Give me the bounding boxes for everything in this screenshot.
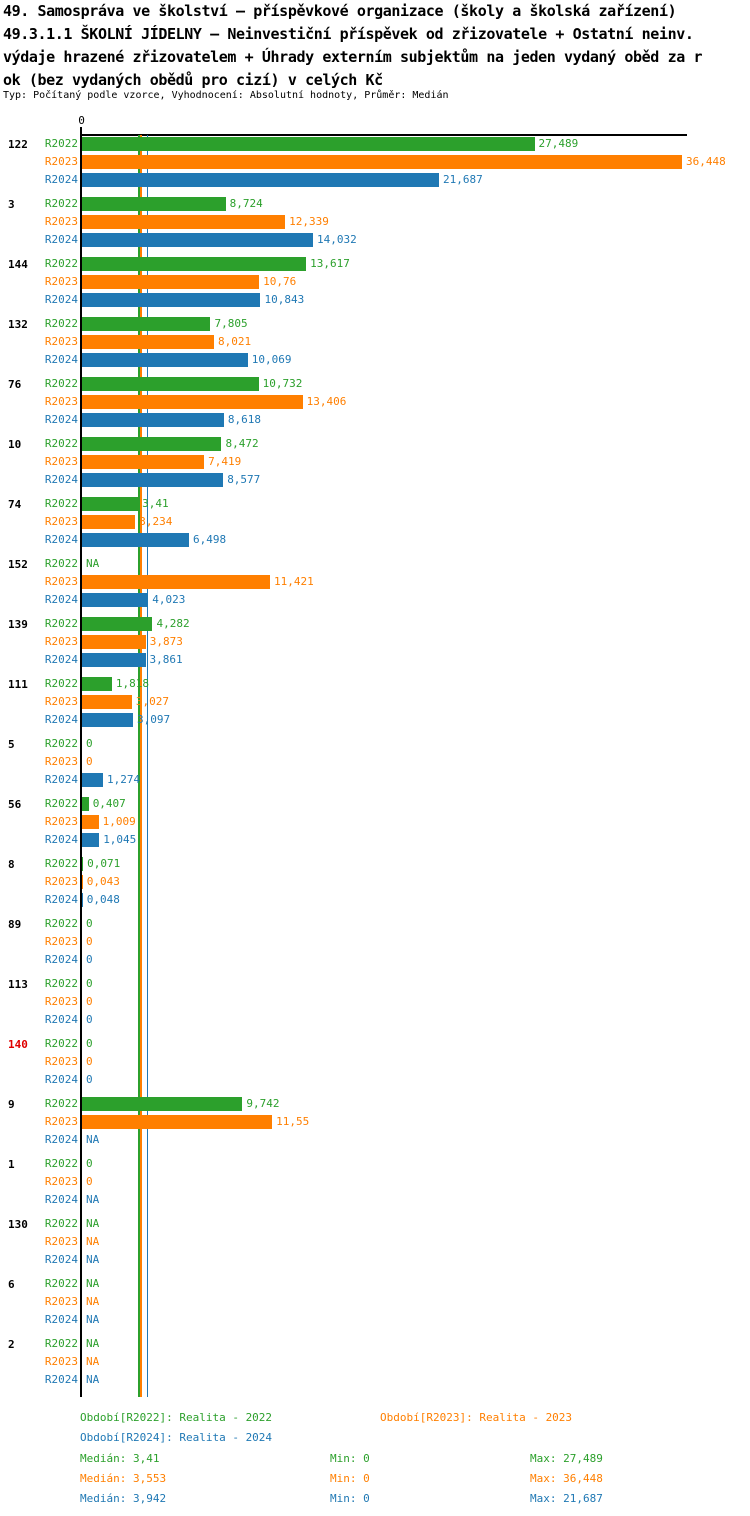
value-bar [82, 797, 89, 811]
series-year-label: R2023 [44, 1115, 78, 1128]
value-bar [82, 593, 148, 607]
series-year-label: R2023 [44, 155, 78, 168]
bar-row [0, 335, 750, 349]
value-label: 1,274 [106, 773, 141, 786]
value-bar [82, 815, 99, 829]
series-year-label: R2022 [44, 557, 78, 570]
value-label: NA [86, 557, 100, 570]
value-label: 12,339 [289, 215, 329, 228]
value-label: 3,861 [149, 653, 183, 666]
series-year-label: R2023 [44, 335, 78, 348]
series-year-label: R2024 [44, 173, 78, 186]
bar-row [0, 257, 750, 271]
group-id-label: 74 [8, 498, 22, 511]
series-year-label: R2023 [44, 1175, 78, 1188]
bar-row [0, 233, 750, 247]
bar-row [0, 875, 750, 889]
value-label: 6,498 [192, 533, 227, 546]
series-year-label: R2022 [44, 1337, 78, 1350]
bar-row [0, 1157, 750, 1171]
bar-row [0, 173, 750, 187]
value-label: NA [86, 1277, 100, 1290]
value-label: NA [86, 1373, 100, 1386]
value-bar [82, 635, 146, 649]
series-year-label: R2024 [44, 653, 78, 666]
value-bar [82, 833, 99, 847]
legend-median-r2022: Medián: 3,41 [80, 1452, 160, 1465]
series-year-label: R2024 [44, 1013, 78, 1026]
value-bar [82, 173, 439, 187]
series-year-label: R2023 [44, 1295, 78, 1308]
bar-row [0, 557, 750, 571]
legend-max-r2023: Max: 36,448 [530, 1472, 603, 1485]
value-label: 0 [86, 737, 93, 750]
series-year-label: R2023 [44, 875, 78, 888]
bar-row [0, 353, 750, 367]
value-label: 0 [86, 917, 93, 930]
group-id-label: 9 [8, 1098, 15, 1111]
value-bar [82, 275, 259, 289]
bar-row [0, 797, 750, 811]
bar-row [0, 1295, 750, 1309]
series-year-label: R2023 [44, 575, 78, 588]
series-year-label: R2023 [44, 275, 78, 288]
series-year-label: R2023 [44, 215, 78, 228]
value-bar [82, 137, 535, 151]
series-year-label: R2023 [44, 755, 78, 768]
value-bar [82, 353, 248, 367]
series-year-label: R2024 [44, 1373, 78, 1386]
chart-title-line-2: 49.3.1.1 ŠKOLNÍ JÍDELNY – Neinvestiční příspěvek od zřizovatele + Ostatní neinv. [3, 25, 694, 43]
value-bar [82, 215, 285, 229]
group-id-label: 111 [8, 678, 28, 691]
bar-row [0, 395, 750, 409]
bar-row [0, 815, 750, 829]
value-bar [82, 617, 152, 631]
bar-group-76 [0, 375, 750, 435]
bar-group-130 [0, 1215, 750, 1275]
series-year-label: R2022 [44, 137, 78, 150]
chart-title-line-1: 49. Samospráva ve školství – příspěvkové organizace (školy a školská zařízení) [3, 2, 677, 20]
value-label: 3,41 [142, 497, 169, 510]
series-year-label: R2022 [44, 1217, 78, 1230]
bar-row [0, 275, 750, 289]
bar-row [0, 1373, 750, 1387]
value-label: 8,021 [218, 335, 252, 348]
bar-row [0, 893, 750, 907]
value-label: 10,76 [263, 275, 297, 288]
value-bar [82, 893, 83, 907]
group-id-label: 76 [8, 378, 22, 391]
axis-zero-tick-label: 0 [78, 114, 85, 127]
value-label: 4,023 [152, 593, 186, 606]
series-year-label: R2022 [44, 377, 78, 390]
bar-row [0, 953, 750, 967]
bar-row [0, 473, 750, 487]
series-year-label: R2022 [44, 257, 78, 270]
group-id-label: 89 [8, 918, 22, 931]
series-year-label: R2024 [44, 833, 78, 846]
value-label: 8,577 [227, 473, 261, 486]
bar-row [0, 1097, 750, 1111]
bar-row [0, 1277, 750, 1291]
bar-group-144 [0, 255, 750, 315]
value-label: 0,407 [92, 797, 126, 810]
value-bar [82, 713, 133, 727]
series-year-label: R2024 [44, 1073, 78, 1086]
group-id-label: 152 [8, 558, 28, 571]
bar-group-5 [0, 735, 750, 795]
bar-row [0, 455, 750, 469]
value-bar [82, 875, 83, 889]
bar-row [0, 1235, 750, 1249]
bar-group-139 [0, 615, 750, 675]
value-label: 0,071 [87, 857, 121, 870]
value-bar [82, 515, 135, 529]
value-label: 10,843 [264, 293, 305, 306]
series-year-label: R2024 [44, 533, 78, 546]
bar-row [0, 617, 750, 631]
series-year-label: R2024 [44, 593, 78, 606]
value-label: 1,009 [102, 815, 136, 828]
series-year-label: R2022 [44, 497, 78, 510]
value-label: 0 [86, 755, 93, 768]
series-year-label: R2023 [44, 635, 78, 648]
bar-row [0, 1055, 750, 1069]
bar-row [0, 995, 750, 1009]
legend-period-r2023: Období[R2023]: Realita - 2023 [380, 1411, 573, 1424]
bar-row [0, 917, 750, 931]
legend-max-r2022: Max: 27,489 [530, 1452, 603, 1465]
series-year-label: R2023 [44, 1235, 78, 1248]
bar-group-1 [0, 1155, 750, 1215]
value-label: 13,406 [306, 395, 347, 408]
group-id-label: 2 [8, 1338, 15, 1351]
bar-row [0, 773, 750, 787]
bar-row [0, 593, 750, 607]
value-label: 1,045 [103, 833, 137, 846]
bar-row [0, 737, 750, 751]
bar-group-2 [0, 1335, 750, 1395]
value-label: 0 [86, 1157, 93, 1170]
series-year-label: R2022 [44, 677, 78, 690]
value-bar [82, 677, 112, 691]
value-bar [82, 533, 189, 547]
chart-subtitle-meta: Typ: Počítaný podle vzorce, Vyhodnocení: Absolutní hodnoty, Průměr: Medián [3, 90, 449, 101]
value-label: 0 [86, 995, 93, 1008]
value-label: 0,043 [86, 875, 120, 888]
value-label: 4,282 [156, 617, 190, 630]
legend-median-r2024: Medián: 3,942 [80, 1492, 167, 1505]
bar-group-9 [0, 1095, 750, 1155]
bar-row [0, 137, 750, 151]
group-id-label: 144 [8, 258, 28, 271]
group-id-label: 139 [8, 618, 28, 631]
group-id-label: 140 [8, 1038, 28, 1051]
bar-row [0, 413, 750, 427]
value-bar [82, 395, 303, 409]
series-year-label: R2023 [44, 935, 78, 948]
bar-row [0, 515, 750, 529]
series-year-label: R2022 [44, 1277, 78, 1290]
bar-row [0, 677, 750, 691]
series-year-label: R2023 [44, 1355, 78, 1368]
series-year-label: R2024 [44, 1313, 78, 1326]
bar-row [0, 197, 750, 211]
series-year-label: R2023 [44, 1055, 78, 1068]
value-label: 3,234 [139, 515, 173, 528]
bar-group-132 [0, 315, 750, 375]
value-bar [82, 1115, 272, 1129]
value-label: 11,421 [274, 575, 314, 588]
legend-min-r2022: Min: 0 [330, 1452, 370, 1465]
group-id-label: 130 [8, 1218, 28, 1231]
series-year-label: R2024 [44, 773, 78, 786]
series-year-label: R2022 [44, 317, 78, 330]
bar-group-89 [0, 915, 750, 975]
bar-row [0, 833, 750, 847]
value-label: 0 [86, 1175, 93, 1188]
group-id-label: 10 [8, 438, 22, 451]
bar-row [0, 215, 750, 229]
bar-row [0, 155, 750, 169]
value-bar [82, 293, 260, 307]
value-label: NA [86, 1313, 100, 1326]
series-year-label: R2022 [44, 197, 78, 210]
value-label: 11,55 [276, 1115, 310, 1128]
bar-row [0, 533, 750, 547]
value-bar [82, 257, 306, 271]
series-year-label: R2023 [44, 695, 78, 708]
value-label: 0 [86, 953, 93, 966]
value-bar [82, 695, 132, 709]
series-year-label: R2024 [44, 413, 78, 426]
bar-group-10 [0, 435, 750, 495]
series-year-label: R2024 [44, 293, 78, 306]
bar-row [0, 317, 750, 331]
value-label: 1,818 [115, 677, 150, 690]
value-bar [82, 455, 204, 469]
bar-group-3 [0, 195, 750, 255]
series-year-label: R2024 [44, 893, 78, 906]
value-label: 10,732 [262, 377, 303, 390]
group-id-label: 132 [8, 318, 28, 331]
value-label: 9,742 [246, 1097, 280, 1110]
value-label: 7,419 [208, 455, 242, 468]
value-label: NA [86, 1235, 100, 1248]
bar-row [0, 1313, 750, 1327]
bar-group-74 [0, 495, 750, 555]
group-id-label: 3 [8, 198, 15, 211]
series-year-label: R2022 [44, 857, 78, 870]
bar-row [0, 575, 750, 589]
bar-row [0, 293, 750, 307]
value-label: 10,069 [251, 353, 292, 366]
group-id-label: 5 [8, 738, 15, 751]
value-bar [82, 317, 210, 331]
value-label: 0 [86, 935, 93, 948]
value-label: NA [86, 1253, 100, 1266]
value-bar [82, 377, 259, 391]
legend-period-r2022: Období[R2022]: Realita - 2022 [80, 1411, 273, 1424]
series-year-label: R2023 [44, 815, 78, 828]
bar-row [0, 1217, 750, 1231]
bar-group-122 [0, 135, 750, 195]
legend-period-r2024: Období[R2024]: Realita - 2024 [80, 1431, 273, 1444]
series-year-label: R2024 [44, 713, 78, 726]
series-year-label: R2022 [44, 737, 78, 750]
value-bar [82, 197, 226, 211]
series-year-label: R2022 [44, 1097, 78, 1110]
value-bar [82, 413, 224, 427]
value-label: 0 [86, 1073, 93, 1086]
value-bar [82, 857, 83, 871]
bar-group-113 [0, 975, 750, 1035]
series-year-label: R2024 [44, 1253, 78, 1266]
group-id-label: 6 [8, 1278, 15, 1291]
bar-row [0, 1175, 750, 1189]
bar-group-111 [0, 675, 750, 735]
bar-group-140 [0, 1035, 750, 1095]
series-year-label: R2023 [44, 395, 78, 408]
value-bar [82, 473, 223, 487]
value-bar [82, 155, 682, 169]
value-label: 0,048 [86, 893, 120, 906]
value-bar [82, 1097, 242, 1111]
value-bar [82, 335, 214, 349]
series-year-label: R2023 [44, 515, 78, 528]
series-year-label: R2024 [44, 1193, 78, 1206]
value-label: 3,097 [136, 713, 171, 726]
value-label: 14,032 [316, 233, 357, 246]
value-label: 36,448 [686, 155, 726, 168]
group-id-label: 122 [8, 138, 28, 151]
value-label: NA [86, 1355, 100, 1368]
series-year-label: R2024 [44, 233, 78, 246]
value-label: 27,489 [538, 137, 579, 150]
value-label: NA [86, 1295, 100, 1308]
bar-row [0, 437, 750, 451]
value-bar [82, 773, 103, 787]
bar-row [0, 1013, 750, 1027]
series-year-label: R2022 [44, 617, 78, 630]
series-year-label: R2022 [44, 917, 78, 930]
bar-group-8 [0, 855, 750, 915]
value-label: 3,027 [135, 695, 169, 708]
value-bar [82, 575, 270, 589]
bar-row [0, 497, 750, 511]
chart-title-line-3: výdaje hrazené zřizovatelem + Úhrady externím subjektům na jeden vydaný oběd za r [3, 48, 703, 66]
series-year-label: R2024 [44, 353, 78, 366]
bar-row [0, 1037, 750, 1051]
bar-row [0, 977, 750, 991]
bar-row [0, 1073, 750, 1087]
chart-title-line-4: ok (bez vydaných obědů pro cizí) v celých Kč [3, 71, 383, 89]
series-year-label: R2022 [44, 1157, 78, 1170]
value-label: 13,617 [310, 257, 350, 270]
series-year-label: R2023 [44, 995, 78, 1008]
bar-group-6 [0, 1275, 750, 1335]
bar-group-152 [0, 555, 750, 615]
series-year-label: R2024 [44, 953, 78, 966]
series-year-label: R2023 [44, 455, 78, 468]
value-bar [82, 497, 138, 511]
value-label: 0 [86, 1013, 93, 1026]
legend-max-r2024: Max: 21,687 [530, 1492, 603, 1505]
bar-row [0, 755, 750, 769]
legend-min-r2024: Min: 0 [330, 1492, 370, 1505]
group-id-label: 56 [8, 798, 22, 811]
value-label: NA [86, 1217, 100, 1230]
value-bar [82, 653, 146, 667]
bar-group-56 [0, 795, 750, 855]
value-label: NA [86, 1337, 100, 1350]
bar-row [0, 635, 750, 649]
bar-row [0, 1253, 750, 1267]
bar-row [0, 1355, 750, 1369]
bar-row [0, 1133, 750, 1147]
series-year-label: R2022 [44, 1037, 78, 1050]
bar-row [0, 1193, 750, 1207]
value-label: NA [86, 1133, 100, 1146]
series-year-label: R2022 [44, 437, 78, 450]
bar-row [0, 713, 750, 727]
legend-min-r2023: Min: 0 [330, 1472, 370, 1485]
value-label: 0 [86, 1055, 93, 1068]
bar-row [0, 653, 750, 667]
series-year-label: R2022 [44, 797, 78, 810]
legend-median-r2023: Medián: 3,553 [80, 1472, 167, 1485]
group-id-label: 113 [8, 978, 28, 991]
value-label: NA [86, 1193, 100, 1206]
group-id-label: 8 [8, 858, 15, 871]
series-year-label: R2024 [44, 1133, 78, 1146]
value-label: 0 [86, 977, 93, 990]
value-label: 0 [86, 1037, 93, 1050]
bar-row [0, 1115, 750, 1129]
value-bar [82, 233, 313, 247]
value-label: 8,724 [229, 197, 263, 210]
bar-row [0, 1337, 750, 1351]
series-year-label: R2024 [44, 473, 78, 486]
value-label: 8,618 [227, 413, 261, 426]
bar-row [0, 857, 750, 871]
value-label: 8,472 [225, 437, 259, 450]
value-label: 21,687 [443, 173, 483, 186]
series-year-label: R2022 [44, 977, 78, 990]
value-label: 7,805 [214, 317, 248, 330]
bar-row [0, 377, 750, 391]
bar-row [0, 935, 750, 949]
axis-zero-tick [80, 127, 82, 134]
bar-row [0, 695, 750, 709]
group-id-label: 1 [8, 1158, 15, 1171]
value-bar [82, 437, 221, 451]
value-label: 3,873 [149, 635, 183, 648]
